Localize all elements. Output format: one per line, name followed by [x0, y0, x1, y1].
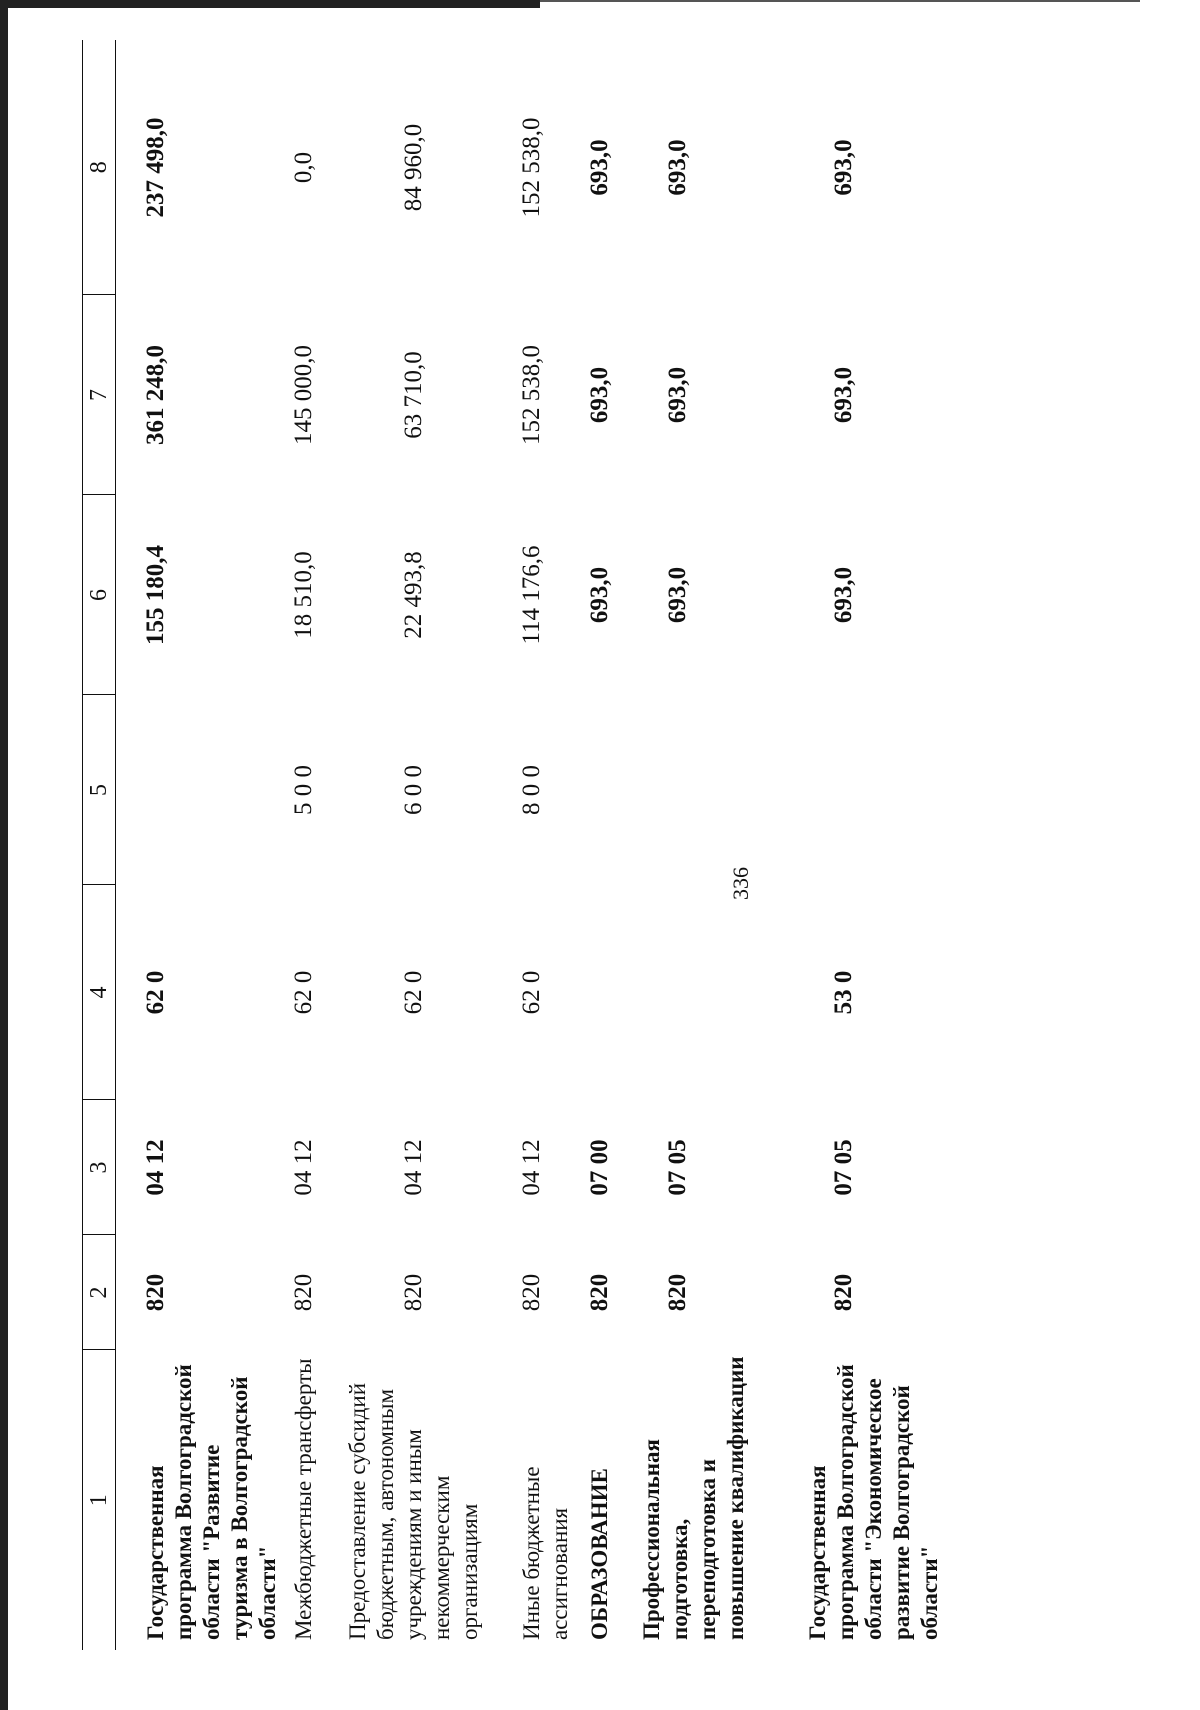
cell-col5	[634, 695, 794, 885]
cell-col2: 820	[400, 1273, 427, 1312]
cell-col3: 04 12	[400, 1139, 427, 1196]
cell-col5	[580, 695, 634, 885]
cell-col6: 693,0	[830, 566, 857, 624]
row-name: Профессиональная подготовка, переподготовка и повышение квалификации	[639, 1356, 748, 1640]
cell-col6: 693,0	[664, 566, 691, 624]
row-name: Государственная программа Волгоградской области "Экономическое развитие Волгоградской области"	[805, 1364, 942, 1640]
cell-col8: 237 498,0	[142, 117, 169, 218]
cell-col4: 62 0	[290, 970, 317, 1015]
row-name: Государственная программа Волгоградской области "Развитие туризма в Волгоградской области"	[143, 1364, 280, 1640]
cell-col4	[634, 885, 794, 1100]
cell-col5: 5 0 0	[290, 765, 317, 815]
cell-col7: 693,0	[830, 366, 857, 424]
column-header: 2	[83, 1235, 116, 1350]
column-header: 8	[83, 40, 116, 295]
cell-col4	[580, 885, 634, 1100]
page-number: 336	[728, 867, 753, 900]
table-row	[508, 40, 580, 1650]
cell-col3: 04 12	[518, 1139, 545, 1196]
table-row	[116, 40, 283, 1650]
cell-col8: 152 538,0	[518, 117, 545, 218]
column-header: 1	[83, 1350, 116, 1650]
cell-col6: 18 510,0	[290, 551, 317, 639]
cell-col8: 693,0	[586, 139, 613, 196]
row-name: Иные бюджетные ассигнования	[519, 1466, 572, 1640]
cell-col5: 6 0 0	[400, 765, 427, 815]
cell-col4: 62 0	[400, 970, 427, 1015]
cell-col7: 152 538,0	[518, 345, 545, 445]
cell-col2: 820	[664, 1273, 691, 1312]
table-row	[794, 40, 960, 1650]
table-row	[634, 40, 794, 1650]
cell-col4: 53 0	[830, 970, 857, 1015]
cell-col5	[794, 695, 960, 885]
column-header: 7	[83, 295, 116, 495]
cell-col4: 62 0	[518, 970, 545, 1015]
cell-col7: 693,0	[586, 366, 613, 424]
cell-col5: 8 0 0	[518, 765, 545, 815]
cell-col4: 62 0	[142, 970, 169, 1015]
cell-col7: 361 248,0	[142, 345, 169, 445]
cell-col3: 07 05	[664, 1139, 691, 1196]
cell-col2: 820	[830, 1273, 857, 1312]
cell-col3: 04 12	[142, 1139, 169, 1196]
cell-col2: 820	[518, 1273, 545, 1312]
row-name: ОБРАЗОВАНИЕ	[587, 1468, 612, 1640]
cell-col2: 820	[142, 1273, 169, 1312]
row-name: Предоставление субсидий бюджетным, автономным учреждениям и иным некоммерческим организациям	[345, 1383, 482, 1640]
cell-col7: 145 000,0	[290, 345, 317, 445]
cell-col6: 155 180,4	[142, 545, 169, 645]
column-header: 6	[83, 495, 116, 695]
cell-col6: 114 176,6	[518, 545, 545, 645]
cell-col2: 820	[586, 1273, 613, 1312]
column-header: 4	[83, 885, 116, 1100]
cell-col8: 693,0	[830, 139, 857, 196]
table-row	[282, 40, 340, 1650]
cell-col3: 07 00	[586, 1139, 613, 1196]
cell-col8: 84 960,0	[400, 123, 427, 212]
column-header: 5	[83, 695, 116, 885]
cell-col7: 693,0	[664, 366, 691, 424]
cell-col6: 693,0	[586, 566, 613, 624]
cell-col6: 22 493,8	[400, 551, 427, 639]
cell-col8: 0,0	[290, 151, 317, 184]
table-row	[580, 40, 634, 1650]
cell-col8: 693,0	[664, 139, 691, 196]
budget-table	[82, 40, 960, 1650]
column-number-header	[83, 40, 116, 1650]
cell-col3: 07 05	[830, 1139, 857, 1196]
cell-col7: 63 710,0	[400, 351, 427, 439]
cell-col5	[116, 695, 283, 885]
cell-col2: 820	[290, 1273, 317, 1312]
row-name: Межбюджетные трансферты	[291, 1358, 316, 1640]
table-row	[340, 40, 508, 1650]
cell-col3: 04 12	[290, 1139, 317, 1196]
column-header: 3	[83, 1100, 116, 1235]
